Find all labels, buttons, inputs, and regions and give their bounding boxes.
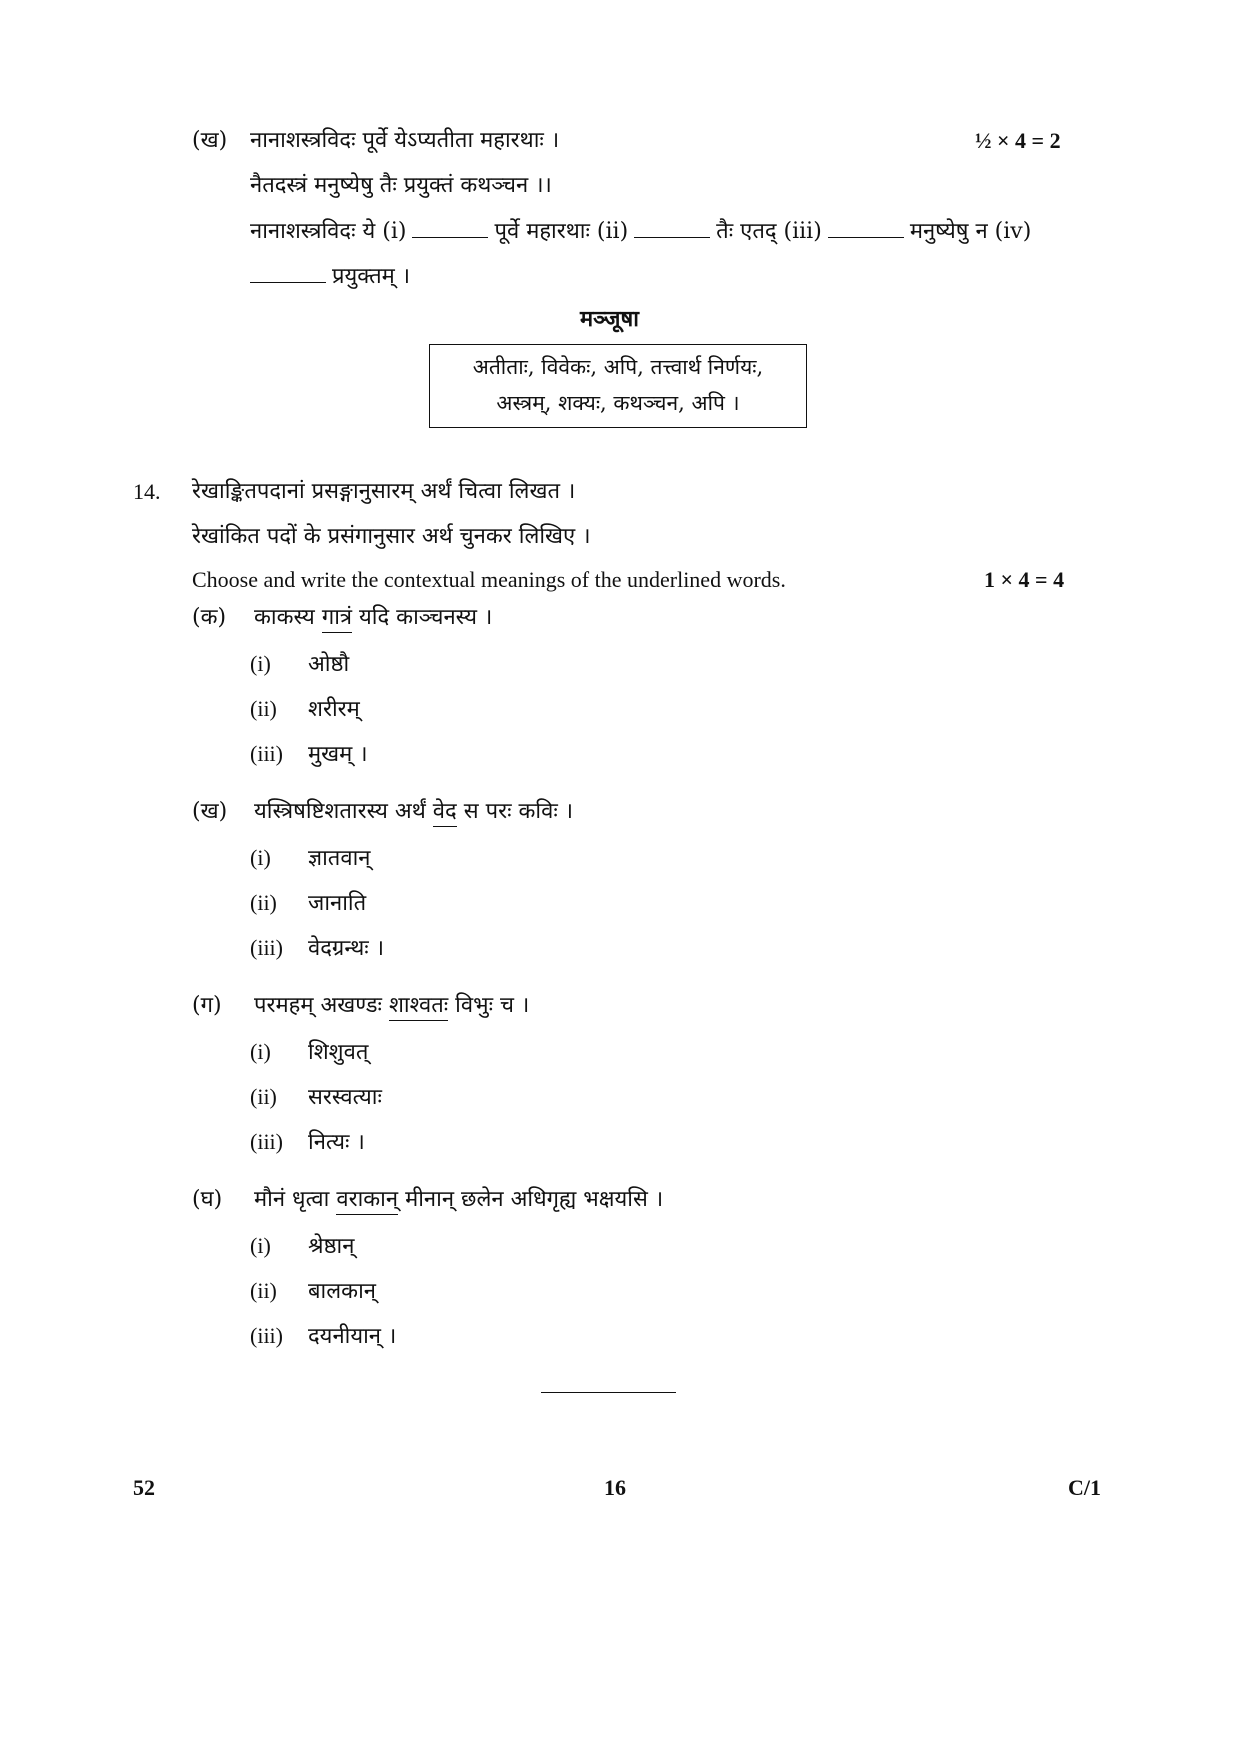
q14-part-gha (192, 1185, 663, 1215)
part-text-post: यदि काञ्चनस्य । (352, 605, 493, 630)
fill-blank-4[interactable] (250, 264, 326, 283)
fill-blank-1[interactable] (412, 219, 488, 238)
option[interactable] (250, 1037, 368, 1068)
q14-instruction-english: Choose and write the contextual meanings of the underlined words. (192, 567, 786, 592)
option-text: शरीरम् (308, 697, 360, 722)
option-number: (i) (250, 1233, 271, 1258)
underlined-word: शाश्वतः (389, 993, 448, 1021)
footer-set: C/1 (1068, 1475, 1101, 1500)
option[interactable] (250, 1231, 354, 1262)
q14-part-ga (192, 991, 529, 1021)
q13b-marks: ½ × 4 = 2 (975, 128, 1061, 153)
page-number: 16 (604, 1475, 626, 1500)
end-divider (541, 1392, 676, 1393)
option-number: (iii) (250, 1129, 283, 1154)
option-text: सरस्वत्याः (308, 1085, 382, 1110)
q13b-label: (ख) (192, 128, 228, 153)
option[interactable] (250, 843, 370, 874)
option-number: (i) (250, 651, 271, 676)
q13b-fill-sentence-cont (250, 262, 410, 292)
q14-instruction-hindi: रेखांकित पदों के प्रसंगानुसार अर्थ चुनकर लिखिए । (192, 524, 591, 549)
option-text: दयनीयान् । (308, 1324, 397, 1349)
option-number: (ii) (250, 1084, 277, 1109)
part-text-post: स परः कविः । (456, 799, 574, 824)
option-text: ओष्ठौ (308, 652, 350, 677)
option-number: (iii) (250, 741, 283, 766)
fill-part-1: नानाशस्त्रविदः ये (i) (250, 219, 407, 244)
q14-part-ka (192, 603, 492, 633)
option-text: नित्यः । (308, 1130, 365, 1155)
option[interactable] (250, 1082, 382, 1113)
footer-code: 52 (133, 1475, 155, 1500)
underlined-word: वराकान् (336, 1187, 398, 1215)
part-text-pre: काकस्य (254, 605, 322, 630)
option-text: मुखम् । (308, 742, 368, 767)
option-number: (iii) (250, 1323, 283, 1348)
option[interactable] (250, 1127, 365, 1158)
fill-part-4: मनुष्येषु न (iv) (909, 219, 1032, 244)
part-text-post: मीनान् छलेन अधिगृह्य भक्षयसि । (398, 1187, 664, 1212)
part-label: (ग) (192, 993, 222, 1018)
q13b-verse-line1: नानाशस्त्रविदः पूर्वे येऽप्यतीता महारथाः । (250, 128, 560, 153)
option-text: ज्ञातवान् (308, 846, 371, 871)
part-text-pre: परमहम् अखण्डः (254, 993, 389, 1018)
option-number: (i) (250, 1039, 271, 1064)
q14-number: 14. (133, 479, 161, 504)
q14-marks: 1 × 4 = 4 (984, 567, 1065, 592)
option-text: शिशुवत् (308, 1040, 369, 1065)
manjusha-box (429, 344, 807, 428)
fill-part-5: प्रयुक्तम् । (332, 264, 411, 289)
q14-instruction-sanskrit: रेखाङ्कितपदानां प्रसङ्गानुसारम् अर्थं चित्वा लिखत । (192, 479, 576, 504)
manjusha-line2: अस्त्रम्, शक्यः, कथञ्चन, अपि । (496, 391, 740, 415)
option-text: वेदग्रन्थः । (308, 936, 385, 961)
option[interactable] (250, 888, 366, 919)
option-text: श्रेष्ठान् (308, 1234, 355, 1259)
option-number: (i) (250, 845, 271, 870)
fill-blank-3[interactable] (828, 219, 904, 238)
option-number: (ii) (250, 1278, 277, 1303)
option[interactable] (250, 933, 384, 964)
underlined-word: गात्रं (322, 605, 352, 633)
q14-part-kha (192, 797, 573, 827)
fill-blank-2[interactable] (634, 219, 710, 238)
option[interactable] (250, 739, 368, 770)
manjusha-line1: अतीताः, विवेकः, अपि, तत्त्वार्थ निर्णयः, (472, 355, 764, 379)
option-number: (iii) (250, 935, 283, 960)
part-label: (क) (192, 605, 227, 630)
fill-part-3: तैः एतद् (iii) (716, 219, 822, 244)
option[interactable] (250, 1276, 376, 1307)
q13b-fill-sentence (250, 217, 1031, 247)
option[interactable] (250, 694, 360, 725)
part-text-post: विभुः च । (448, 993, 530, 1018)
underlined-word: वेद (433, 799, 457, 827)
q13b-verse-line2: नैतदस्त्रं मनुष्येषु तैः प्रयुक्तं कथञ्चन ।। (250, 173, 552, 198)
option[interactable] (250, 1321, 396, 1352)
manjusha-title: मञ्जूषा (580, 306, 639, 332)
option-number: (ii) (250, 890, 277, 915)
part-label: (घ) (192, 1187, 223, 1212)
option-number: (ii) (250, 696, 277, 721)
option-text: जानाति (308, 891, 367, 916)
option[interactable] (250, 649, 349, 680)
part-text-pre: यस्त्रिषष्टिशतारस्य अर्थं (254, 799, 433, 824)
part-label: (ख) (192, 799, 228, 824)
fill-part-2: पूर्वे महारथाः (ii) (494, 219, 629, 244)
part-text-pre: मौनं धृत्वा (254, 1187, 337, 1212)
option-text: बालकान् (308, 1279, 376, 1304)
